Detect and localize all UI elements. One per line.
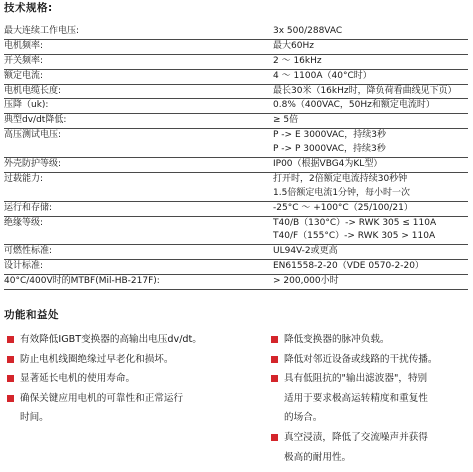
spec-row bbox=[4, 275, 468, 290]
spec-row bbox=[4, 173, 468, 187]
spec-value: 1.5倍额定电流1分钟，每小时一次 bbox=[273, 187, 411, 198]
spec-value: 0.8%（400VAC，50Hz和额定电流时） bbox=[273, 100, 435, 111]
spec-row bbox=[4, 260, 468, 275]
list-item-text: 降低对邻近设备或线路的干扰传播。 bbox=[284, 353, 438, 365]
square-bullet-icon bbox=[7, 336, 14, 343]
spec-value: 4 ～ 1100A（40°C时） bbox=[273, 70, 372, 81]
spec-label: 电机电缆长度: bbox=[4, 85, 62, 96]
square-bullet-icon bbox=[7, 395, 14, 402]
spec-value: P -> E 3000VAC，持续3秒 bbox=[273, 130, 386, 141]
spec-value: 最长30米（16kHz时，降负荷看曲线见下页） bbox=[273, 85, 457, 96]
spec-label: 电机频率: bbox=[4, 40, 44, 51]
spec-row bbox=[4, 85, 468, 100]
list-item-text: 确保关键应用电机的可靠性和正常运行 bbox=[20, 392, 184, 404]
list-item bbox=[268, 428, 473, 467]
features-title: 功能和益处 bbox=[4, 309, 59, 321]
spec-value: P -> P 3000VAC，持续3秒 bbox=[273, 144, 386, 155]
spec-row bbox=[4, 230, 468, 245]
list-item-text: 有效降低IGBT变换器的高输出电压dv/dt。 bbox=[20, 334, 202, 345]
square-bullet-icon bbox=[271, 336, 278, 343]
spec-label: 外壳防护等级: bbox=[4, 159, 62, 170]
spec-label: 开关频率: bbox=[4, 55, 44, 66]
spec-value: EN61558-2-20（VDE 0570-2-20） bbox=[273, 261, 424, 272]
spec-row bbox=[4, 25, 468, 40]
spec-value: UL94V-2或更高 bbox=[273, 246, 338, 257]
spec-label: 设计标准: bbox=[4, 261, 44, 272]
spec-row bbox=[4, 99, 468, 114]
list-item bbox=[268, 330, 473, 350]
list-item bbox=[4, 369, 240, 389]
spec-label: 高压测试电压: bbox=[4, 130, 62, 141]
spec-row bbox=[4, 40, 468, 55]
spec-value: 最大60Hz bbox=[273, 40, 314, 51]
spec-row bbox=[4, 129, 468, 143]
spec-row bbox=[4, 245, 468, 260]
spec-label: 40°C/400V时的MTBF(Mil-HB-217F): bbox=[4, 276, 160, 287]
spec-row bbox=[4, 158, 468, 173]
list-item-text: 真空浸渍，降低了交流噪声并获得 bbox=[284, 431, 428, 443]
list-item-text: 防止电机线圈绝缘过早老化和损坏。 bbox=[20, 353, 174, 365]
spec-row bbox=[4, 217, 468, 231]
list-item bbox=[268, 369, 473, 428]
spec-value: T40/B（130°C）-> RWK 305 ≤ 110A bbox=[273, 217, 437, 228]
features-right-list bbox=[268, 330, 473, 467]
spec-label: 额定电流: bbox=[4, 70, 44, 81]
spec-label: 运行和存储: bbox=[4, 202, 53, 213]
specs-table bbox=[4, 25, 468, 290]
spec-value: > 200,000小时 bbox=[273, 276, 339, 287]
spec-row bbox=[4, 114, 468, 129]
square-bullet-icon bbox=[7, 375, 14, 382]
list-item-text: 降低变换器的脉冲负载。 bbox=[284, 334, 390, 345]
spec-value: 3x 500/288VAC bbox=[273, 26, 343, 36]
features-left-list bbox=[4, 330, 240, 428]
list-item-text: 具有低阻抗的"输出滤波器"，特别 bbox=[284, 373, 428, 385]
spec-row bbox=[4, 202, 468, 217]
spec-label: 最大连续工作电压: bbox=[4, 26, 80, 36]
list-item-text: 极高的耐用性。 bbox=[284, 451, 352, 463]
square-bullet-icon bbox=[7, 356, 14, 363]
spec-row bbox=[4, 70, 468, 85]
spec-row bbox=[4, 55, 468, 70]
spec-label: 过载能力: bbox=[4, 173, 44, 184]
spec-value: 2 ～ 16kHz bbox=[273, 55, 322, 66]
list-item bbox=[4, 389, 240, 428]
spec-label: 绝缘等级: bbox=[4, 217, 44, 228]
spec-value: T40/F（155°C）-> RWK 305 > 110A bbox=[273, 231, 436, 242]
list-item bbox=[4, 330, 240, 350]
spec-value: 打开时，2倍额定电流持续30秒钟 bbox=[273, 173, 408, 184]
list-item bbox=[268, 350, 473, 370]
square-bullet-icon bbox=[271, 356, 278, 363]
square-bullet-icon bbox=[271, 434, 278, 441]
spec-label: 压降（uk): bbox=[4, 100, 49, 111]
spec-label: 可燃性标准: bbox=[4, 246, 53, 257]
spec-label: 典型dv/dt降低: bbox=[4, 115, 67, 126]
spec-value: ≥ 5倍 bbox=[273, 115, 299, 126]
list-item bbox=[4, 350, 240, 370]
spec-row bbox=[4, 143, 468, 158]
spec-value: IP00（根据VBG4为KL型） bbox=[273, 159, 383, 170]
square-bullet-icon bbox=[271, 375, 278, 382]
specs-title: 技术规格: bbox=[4, 2, 53, 14]
list-item-text: 显著延长电机的使用寿命。 bbox=[20, 373, 136, 385]
spec-row bbox=[4, 187, 468, 202]
list-item-text: 时间。 bbox=[20, 412, 49, 424]
list-item-text: 的场合。 bbox=[284, 412, 323, 424]
list-item-text: 适用于要求极高运转精度和重复性 bbox=[284, 392, 428, 404]
spec-value: -25°C ～ +100°C（25/100/21） bbox=[273, 202, 413, 213]
